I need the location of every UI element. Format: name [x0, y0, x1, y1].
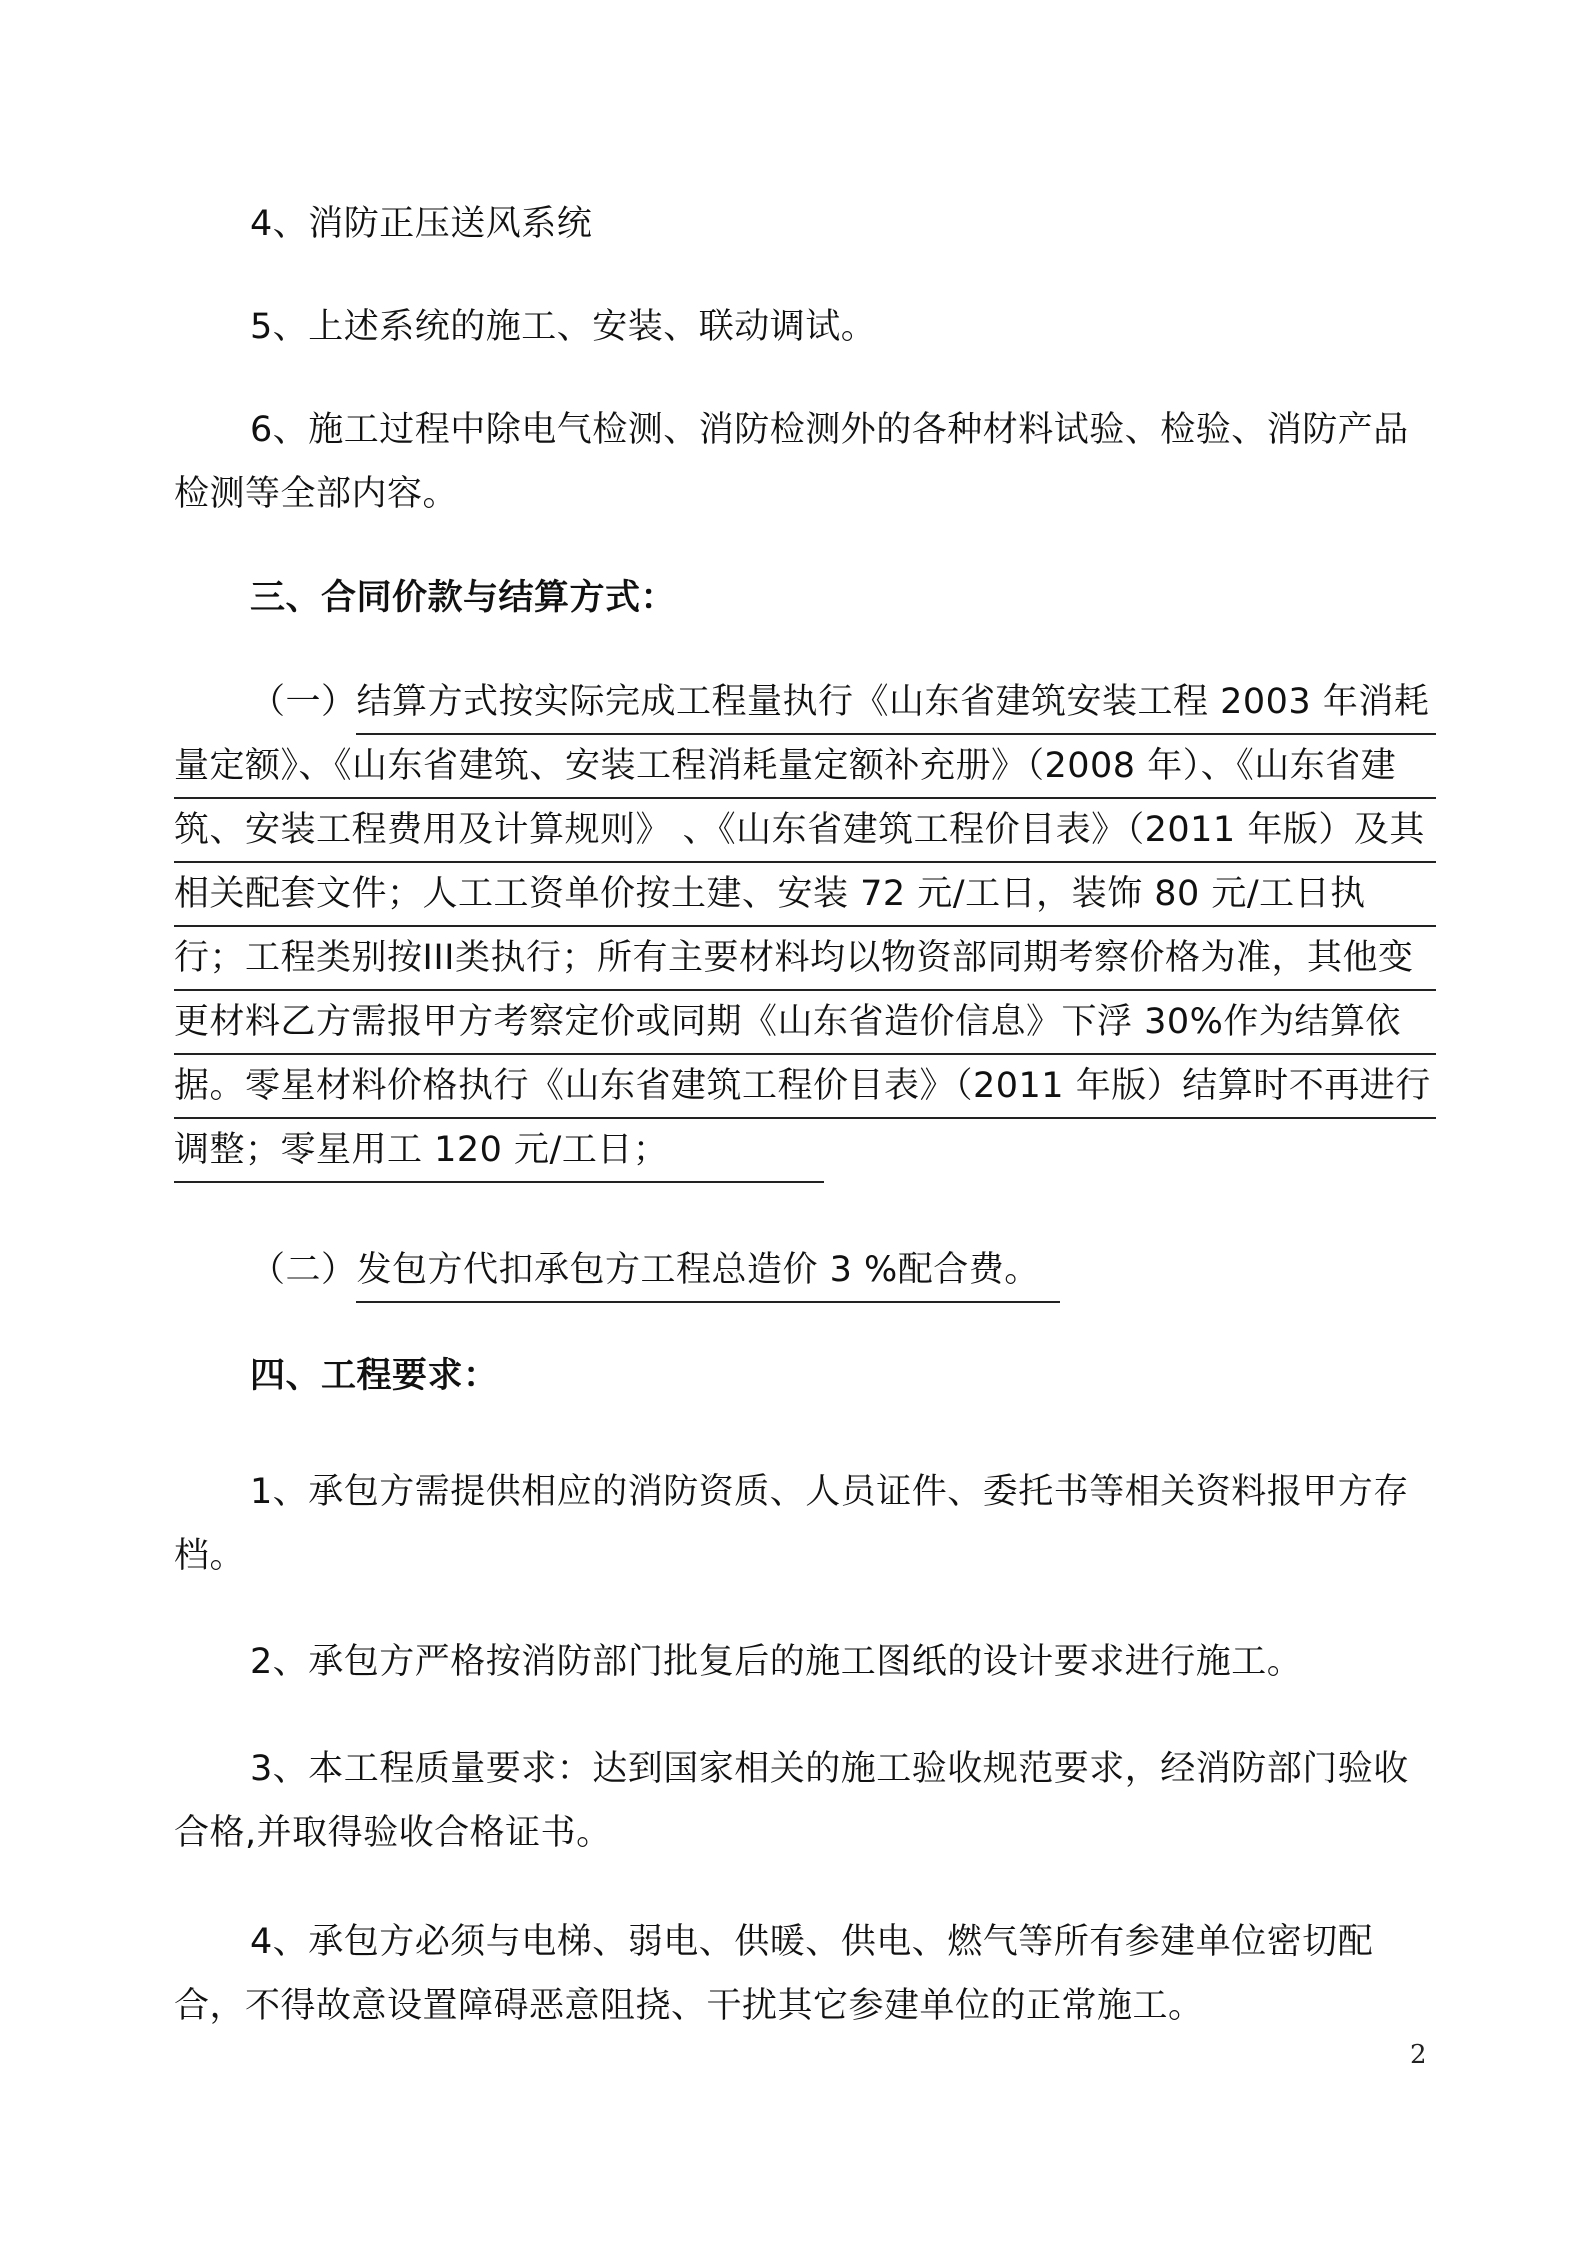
section-4-heading: 四、工程要求： — [250, 1356, 499, 1396]
underline-rule — [356, 733, 1436, 735]
underline-rule — [174, 797, 1436, 799]
clause-1-settlement: （一）结算方式按实际完成工程量执行《山东省建筑安装工程 2003 年消耗量定额》、《山东省建筑、安装工程消耗量定额补充册》（2008 年）、《山东省建筑、安装工程费用及计算规则》 、《山东省建筑工程价目表》（2011 年版）及其相关配套文件；人工工资单价按土建、安装 72 元/工日，装饰 80 元/工日执行；工程类别按III类执行；所有主要材料均以物资部同期考察价格为准，其他变更材料乙方需报甲方考察定价或同期《山东省造价信息》下浮 30%作为结算依据。零星材料价格执行《山东省建筑工程价目表》（2011 年版）结算时不再进行调整；零星用工 120 元/工日； — [174, 682, 1431, 1170]
underline-rule — [174, 1181, 824, 1183]
underline-rule — [174, 861, 1436, 863]
req-1-documents: 1、承包方需提供相应的消防资质、人员证件、委托书等相关资料报甲方存档。 — [174, 1472, 1409, 1576]
underline-rule — [174, 1053, 1436, 1055]
underline-rule — [356, 1301, 1060, 1303]
underline-rule — [174, 989, 1436, 991]
underline-rule — [174, 1117, 1436, 1119]
item-6-testing: 6、施工过程中除电气检测、消防检测外的各种材料试验、检验、消防产品检测等全部内容。 — [174, 410, 1409, 514]
clause-2-fee: （二）发包方代扣承包方工程总造价 3 %配合费。 — [250, 1250, 1040, 1290]
underline-rule — [174, 925, 1436, 927]
item-4-pressurization: 4、消防正压送风系统 — [250, 204, 593, 244]
req-2-drawings: 2、承包方严格按消防部门批复后的施工图纸的设计要求进行施工。 — [250, 1642, 1303, 1682]
req-4-coordination: 4、承包方必须与电梯、弱电、供暖、供电、燃气等所有参建单位密切配合，不得故意设置障碍恶意阻挠、干扰其它参建单位的正常施工。 — [174, 1922, 1374, 2026]
section-3-heading: 三、合同价款与结算方式： — [250, 578, 677, 618]
req-3-quality: 3、本工程质量要求：达到国家相关的施工验收规范要求，经消防部门验收合格,并取得验收合格证书。 — [174, 1749, 1409, 1853]
item-5-installation: 5、上述系统的施工、安装、联动调试。 — [250, 307, 877, 347]
page-number: 2 — [1410, 2040, 1427, 2070]
